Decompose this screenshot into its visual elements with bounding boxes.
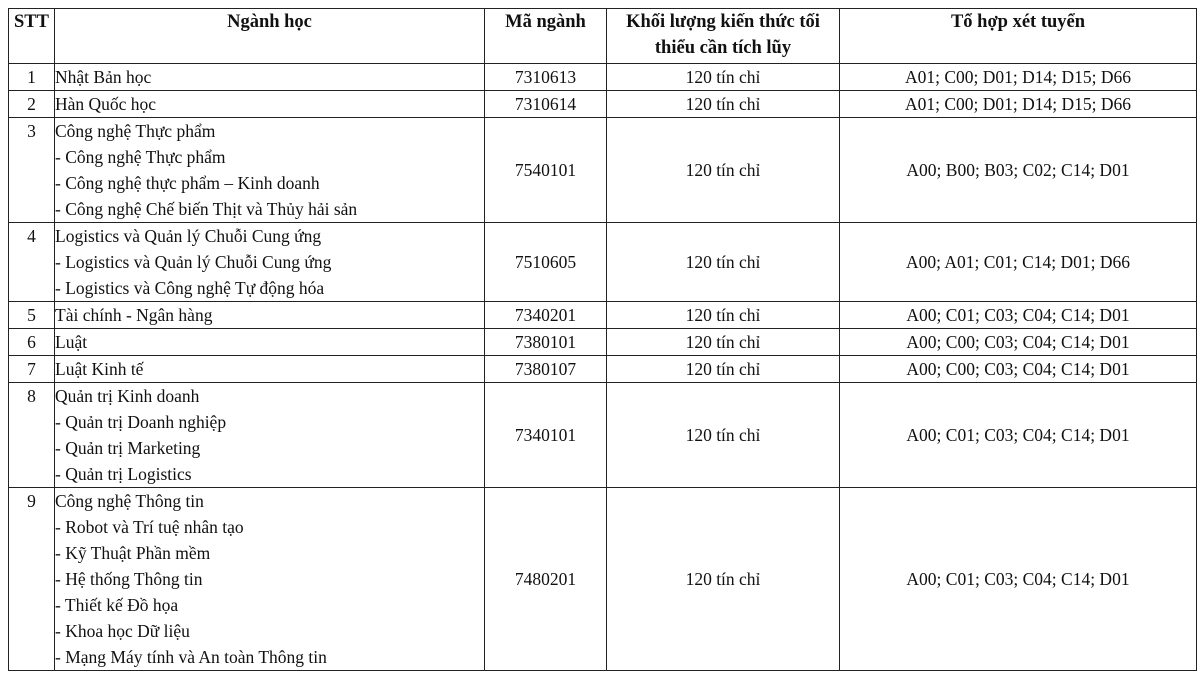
cell-credits: 120 tín chỉ	[607, 356, 840, 383]
cell-stt: 5	[9, 302, 55, 329]
table-row	[9, 356, 1197, 383]
major-name: Luật Kinh tế	[55, 359, 144, 379]
cell-stt: 2	[9, 91, 55, 118]
cell-code: 7380101	[485, 329, 607, 356]
header-major: Ngành học	[55, 9, 485, 64]
major-name: Logistics và Quản lý Chuỗi Cung ứng	[55, 226, 322, 246]
cell-major	[55, 64, 485, 91]
specialization-item: - Hệ thống Thông tin	[55, 569, 203, 589]
specialization-item: - Quản trị Logistics	[55, 464, 192, 484]
table-row	[9, 329, 1197, 356]
header-credits: Khối lượng kiến thức tối thiểu cần tích lũy	[607, 9, 840, 64]
cell-credits: 120 tín chỉ	[607, 64, 840, 91]
cell-combos: A01; C00; D01; D14; D15; D66	[840, 64, 1197, 91]
cell-major	[55, 91, 485, 118]
cell-code: 7380107	[485, 356, 607, 383]
specialization-item: - Robot và Trí tuệ nhân tạo	[55, 517, 244, 537]
header-stt: STT	[9, 9, 55, 64]
table-row	[9, 302, 1197, 329]
cell-credits: 120 tín chỉ	[607, 223, 840, 302]
cell-major	[55, 329, 485, 356]
table-row	[9, 383, 1197, 488]
table-body	[9, 64, 1197, 671]
specialization-item: - Thiết kế Đồ họa	[55, 595, 179, 615]
cell-combos: A01; C00; D01; D14; D15; D66	[840, 91, 1197, 118]
cell-credits: 120 tín chỉ	[607, 383, 840, 488]
cell-credits: 120 tín chỉ	[607, 329, 840, 356]
cell-combos: A00; C01; C03; C04; C14; D01	[840, 383, 1197, 488]
cell-credits: 120 tín chỉ	[607, 118, 840, 223]
specialization-item: - Logistics và Quản lý Chuỗi Cung ứng	[55, 252, 332, 272]
table-row	[9, 91, 1197, 118]
table-header	[9, 9, 1197, 64]
table-row	[9, 223, 1197, 302]
major-name: Công nghệ Thông tin	[55, 491, 204, 511]
cell-major	[55, 223, 485, 302]
cell-code: 7310614	[485, 91, 607, 118]
major-name: Luật	[55, 332, 88, 352]
table-row	[9, 64, 1197, 91]
specialization-item: - Khoa học Dữ liệu	[55, 621, 190, 641]
cell-code: 7310613	[485, 64, 607, 91]
cell-credits: 120 tín chỉ	[607, 488, 840, 671]
header-row	[9, 9, 1197, 64]
cell-code: 7480201	[485, 488, 607, 671]
major-name: Công nghệ Thực phẩm	[55, 121, 216, 141]
cell-combos: A00; C01; C03; C04; C14; D01	[840, 488, 1197, 671]
header-combos: Tổ hợp xét tuyển	[840, 9, 1197, 64]
cell-combos: A00; C00; C03; C04; C14; D01	[840, 356, 1197, 383]
table-row	[9, 488, 1197, 671]
specialization-item: - Kỹ Thuật Phần mềm	[55, 543, 211, 563]
cell-combos: A00; B00; B03; C02; C14; D01	[840, 118, 1197, 223]
major-name: Hàn Quốc học	[55, 94, 157, 114]
cell-code: 7540101	[485, 118, 607, 223]
cell-major	[55, 488, 485, 671]
cell-major	[55, 302, 485, 329]
cell-stt: 7	[9, 356, 55, 383]
cell-stt: 9	[9, 488, 55, 671]
cell-combos: A00; A01; C01; C14; D01; D66	[840, 223, 1197, 302]
table-row	[9, 118, 1197, 223]
cell-code: 7510605	[485, 223, 607, 302]
cell-stt: 8	[9, 383, 55, 488]
majors-table	[8, 8, 1197, 671]
cell-stt: 4	[9, 223, 55, 302]
cell-stt: 3	[9, 118, 55, 223]
cell-code: 7340101	[485, 383, 607, 488]
specialization-item: - Quản trị Marketing	[55, 438, 201, 458]
specialization-item: - Mạng Máy tính và An toàn Thông tin	[55, 647, 327, 667]
cell-major	[55, 118, 485, 223]
major-name: Tài chính - Ngân hàng	[55, 305, 213, 325]
specialization-item: - Logistics và Công nghệ Tự động hóa	[55, 278, 325, 298]
specialization-item: - Quản trị Doanh nghiệp	[55, 412, 227, 432]
cell-code: 7340201	[485, 302, 607, 329]
cell-credits: 120 tín chỉ	[607, 302, 840, 329]
cell-stt: 1	[9, 64, 55, 91]
cell-combos: A00; C00; C03; C04; C14; D01	[840, 329, 1197, 356]
major-name: Nhật Bản học	[55, 67, 152, 87]
cell-major	[55, 383, 485, 488]
cell-stt: 6	[9, 329, 55, 356]
cell-major	[55, 356, 485, 383]
cell-credits: 120 tín chỉ	[607, 91, 840, 118]
specialization-item: - Công nghệ Thực phẩm	[55, 147, 226, 167]
specialization-item: - Công nghệ Chế biến Thịt và Thủy hải sản	[55, 199, 358, 219]
specialization-item: - Công nghệ thực phẩm – Kinh doanh	[55, 173, 320, 193]
cell-combos: A00; C01; C03; C04; C14; D01	[840, 302, 1197, 329]
header-code: Mã ngành	[485, 9, 607, 64]
major-name: Quản trị Kinh doanh	[55, 386, 200, 406]
